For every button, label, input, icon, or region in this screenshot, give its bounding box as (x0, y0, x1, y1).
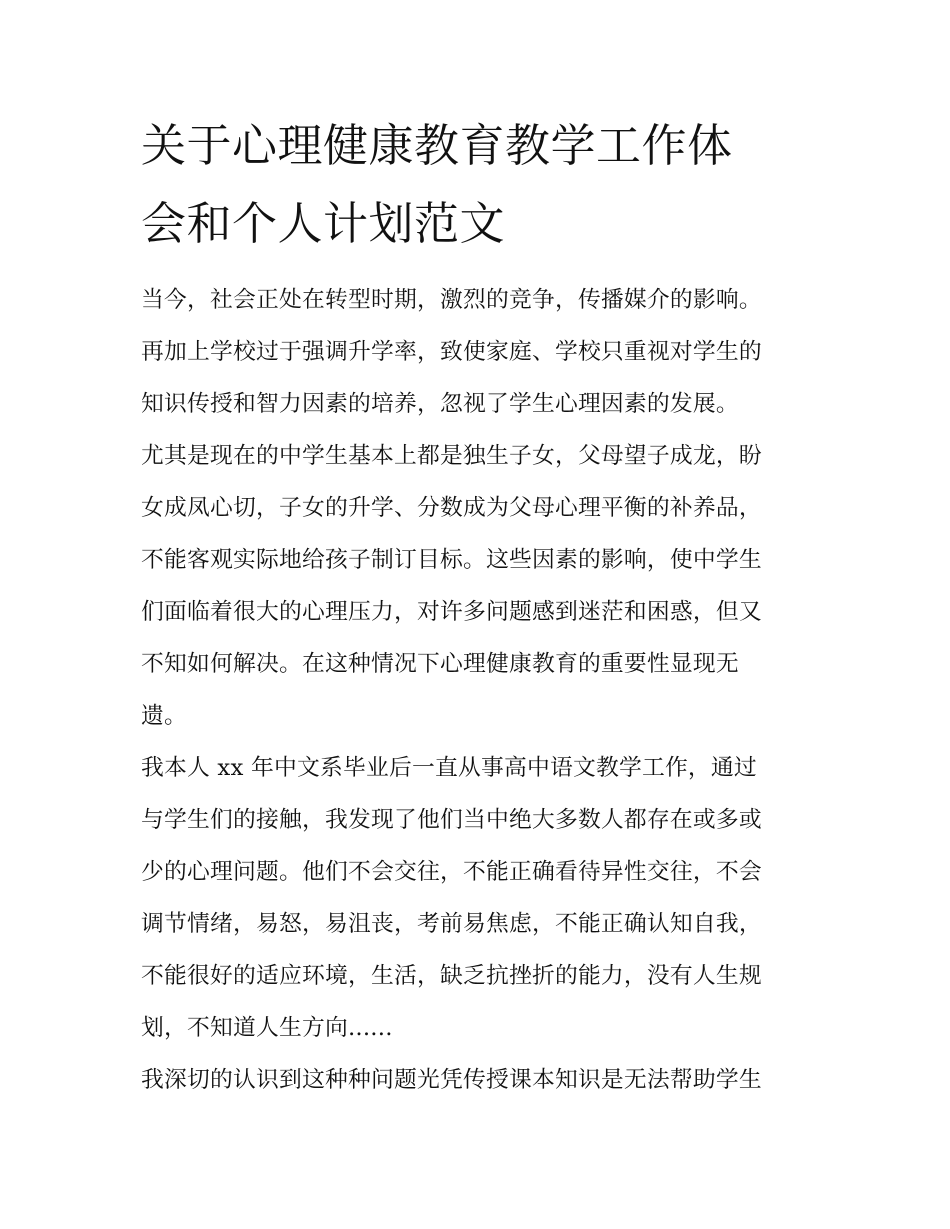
body-line-13: 调节情绪，易怒，易沮丧，考前易焦虑，不能正确认知自我， (141, 911, 762, 937)
document-title-line-1: 关于心理健康教育教学工作体 (141, 119, 733, 172)
body-line-3: 知识传授和智力因素的培养，忽视了学生心理因素的发展。 (141, 391, 739, 417)
body-line-10: 我本人 xx 年中文系毕业后一直从事高中语文教学工作，通过 (141, 755, 757, 781)
body-line-9: 遗。 (141, 703, 187, 729)
body-line-11: 与学生们的接触，我发现了他们当中绝大多数人都存在或多或 (141, 807, 762, 833)
body-line-16: 我深切的认识到这种种问题光凭传授课本知识是无法帮助学生 (141, 1067, 762, 1093)
document-title-line-2: 会和个人计划范文 (141, 197, 506, 250)
body-line-12: 少的心理问题。他们不会交往，不能正确看待异性交往，不会 (141, 859, 762, 885)
body-line-14: 不能很好的适应环境，生活，缺乏抗挫折的能力，没有人生规 (141, 963, 762, 989)
body-line-6: 不能客观实际地给孩子制订目标。这些因素的影响，使中学生 (141, 547, 762, 573)
body-line-7: 们面临着很大的心理压力，对许多问题感到迷茫和困惑，但又 (141, 599, 762, 625)
body-line-2: 再加上学校过于强调升学率，致使家庭、学校只重视对学生的 (141, 339, 762, 365)
body-line-5: 女成凤心切，子女的升学、分数成为父母心理平衡的补养品， (141, 495, 762, 521)
body-line-1: 当今，社会正处在转型时期，激烈的竞争，传播媒介的影响。 (141, 287, 762, 313)
body-line-15: 划，不知道人生方向...... (141, 1015, 393, 1041)
body-line-4: 尤其是现在的中学生基本上都是独生子女，父母望子成龙，盼 (141, 443, 762, 469)
body-line-8: 不知如何解决。在这种情况下心理健康教育的重要性显现无 (141, 651, 739, 677)
